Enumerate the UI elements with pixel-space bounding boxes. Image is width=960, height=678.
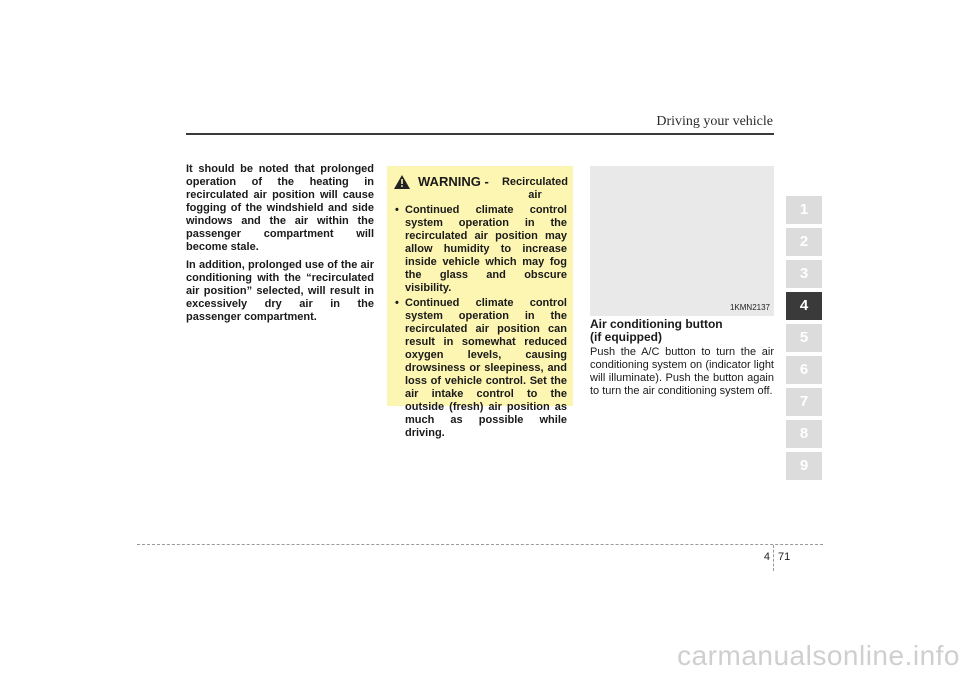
ac-button-photo (590, 166, 774, 316)
chapter-tab-8[interactable]: 8 (786, 420, 822, 448)
warning-list (395, 204, 567, 442)
chapter-tab-3[interactable]: 3 (786, 260, 822, 288)
chapter-tab-4[interactable]: 4 (786, 292, 822, 320)
ac-heading-line: Air conditioning button (590, 317, 723, 331)
chapter-tab-9[interactable]: 9 (786, 452, 822, 480)
warning-box (387, 166, 573, 439)
left-text-column (186, 163, 374, 329)
page-header-title: Driving your vehicle (656, 114, 773, 129)
paragraph-fogging: It should be noted that prolonged operation of the heating in recirculated air position will cause fogging of the windshield and side windows and the air within the passenger compartment will become stale. (186, 163, 374, 253)
footer-chapter-number: 4 (763, 551, 770, 563)
chapter-tab-5[interactable]: 5 (786, 324, 822, 352)
ac-section-body: Push the A/C button to turn the air conditioning system on (indicator light will illuminate). Push the button again to turn the air conditioning system off. (590, 346, 774, 397)
watermark-text: carmanualsonline.info (677, 640, 960, 671)
footer-page-number: 71 (778, 551, 791, 563)
photo-code: 1KMN2137 (729, 303, 770, 312)
warning-topic: Recirculated air (501, 176, 569, 201)
paragraph-dry-air: In addition, prolonged use of the air conditioning with the “recirculated air position” selected, will result in excessively dry air in the passenger compartment. (186, 259, 374, 323)
chapter-tabs (786, 196, 822, 484)
header-divider (186, 133, 774, 135)
chapter-tab-1[interactable]: 1 (786, 196, 822, 224)
warning-triangle-icon (394, 175, 410, 189)
ac-heading-qualifier: (if equipped) (590, 330, 662, 344)
chapter-tab-6[interactable]: 6 (786, 356, 822, 384)
chapter-tab-2[interactable]: 2 (786, 228, 822, 256)
warning-item: • Continued climate control system operation in the recirculated air position may allow humidity to increase inside vehicle which may fog the glass and obscure visibility. (395, 204, 567, 295)
chapter-tab-7[interactable]: 7 (786, 388, 822, 416)
ac-section-heading (590, 318, 774, 344)
warning-item: • Continued climate control system operation in the recirculated air position can result in somewhat reduced oxygen levels, causing drowsiness or sleepiness, and loss of vehicle control. Set the air intake control to the outside (fresh) air position as much as possible while driving. (395, 297, 567, 440)
footer-separator (773, 545, 774, 571)
footer-divider (137, 544, 823, 545)
warning-label: WARNING - (418, 174, 489, 189)
